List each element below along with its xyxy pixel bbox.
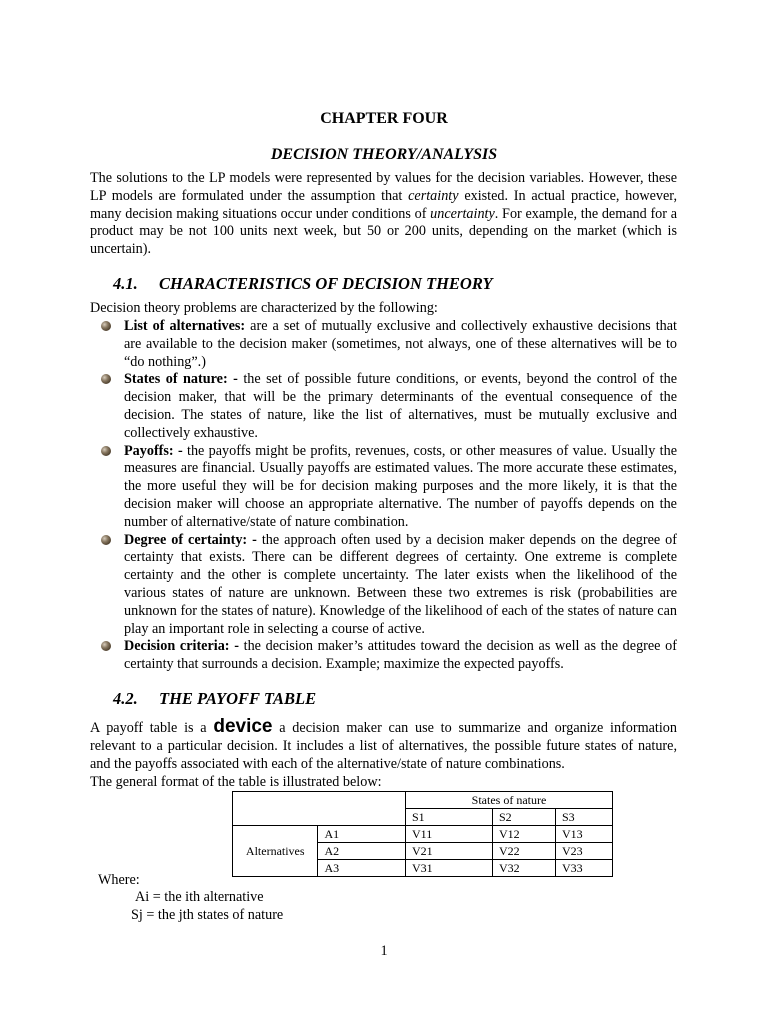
table-header: States of nature [406,792,613,809]
alternatives-label: Alternatives [233,826,318,877]
table-cell: V12 [493,826,556,843]
bullet-icon [101,374,111,384]
table-cell: V32 [493,860,556,877]
table-header-cell: S1 [406,809,493,826]
bullet-icon [101,446,111,456]
list-item: Decision criteria: - the decision maker’s attitudes toward the decision as well as the degree of certainty that surrounds a decision. Example; maximize the expected payoffs. [100,638,677,674]
section-lead: Decision theory problems are characterized by the following: [90,300,438,316]
payoff-paragraph: A payoff table is a device a decision maker can use to summarize and organize information relevant to a particular decision. It includes a list of alternatives, the possible future states of nature, and the payoffs associated with each of the alternative/state of nature combinations. [90,716,677,772]
list-item: List of alternatives: are a set of mutually exclusive and collectively exhaustive decisions that are available to the decision maker (sometimes, not always, one of these alternatives will be to “do nothing”.) [100,318,677,371]
section-title: THE PAYOFF TABLE [159,689,317,708]
table-cell: V23 [556,843,613,860]
list-item: Payoffs: - the payoffs might be profits, revenues, costs, or other measures of value. Usually the measures are financial. Usually payoffs are estimated values. The more accurate these estimates, the more useful they will be for decision making purposes and the more likely, it is that the decision maker will choose an appropriate alternative. The number of payoffs depends on the number of alternative/state of nature combination. [100,443,677,532]
payoff-table [232,791,613,877]
table-header-cell: S3 [556,809,613,826]
table-row [233,792,613,809]
definition-sj: Sj = the jth states of nature [131,907,284,923]
table-cell: V22 [493,843,556,860]
table-cell: V11 [406,826,493,843]
characteristics-list [100,318,677,674]
section-title: CHARACTERISTICS OF DECISION THEORY [159,274,493,293]
chapter-title: DECISION THEORY/ANALYSIS [270,146,498,163]
bullet-icon [101,321,111,331]
table-cell: A3 [318,860,406,877]
table-cell: V21 [406,843,493,860]
bullet-icon [101,535,111,545]
table-header-cell: S2 [493,809,556,826]
section-number: 4.2. [113,689,138,708]
table-corner [233,792,406,826]
bullet-icon [101,641,111,651]
table-row [233,826,613,843]
chapter-heading: CHAPTER FOUR [320,110,448,127]
table-cell: A1 [318,826,406,843]
section-number: 4.1. [113,274,138,293]
definition-ai: Ai = the ith alternative [135,889,264,905]
where-label: Where: [98,872,140,888]
table-cell: V13 [556,826,613,843]
table-cell: V33 [556,860,613,877]
section-heading-4-1 [113,275,493,293]
page-number: 1 [380,943,388,959]
section-heading-4-2 [113,690,316,708]
list-item: Degree of certainty: - the approach often used by a decision maker depends on the degree of certainty that exists. There can be different degrees of certainty. One extreme is complete certainty and the other is complete uncertainty. The later exists when the likelihood of the various states of nature are unknown. Between these two extremes is risk (probabilities are unknown for the states of nature). Knowledge of the likelihood of each of the states of nature can play an important role in selecting a course of active. [100,532,677,639]
table-cell: A2 [318,843,406,860]
list-item: States of nature: - the set of possible future conditions, or events, beyond the control of the decision maker, that will be the primary determinants of the eventual consequence of the decision. The states of nature, like the list of alternatives, must be mutually exclusive and collectively exhaustive. [100,371,677,442]
intro-paragraph: The solutions to the LP models were represented by values for the decision variables. However, these LP models are formulated under the assumption that certainty existed. In actual practice, however, many decision making situations occur under conditions of uncertainty. For example, the demand for a product may be not 100 units next week, but 50 or 200 units, depending on the market (which is uncertain). [90,170,677,258]
table-cell: V31 [406,860,493,877]
format-line: The general format of the table is illustrated below: [90,774,382,790]
